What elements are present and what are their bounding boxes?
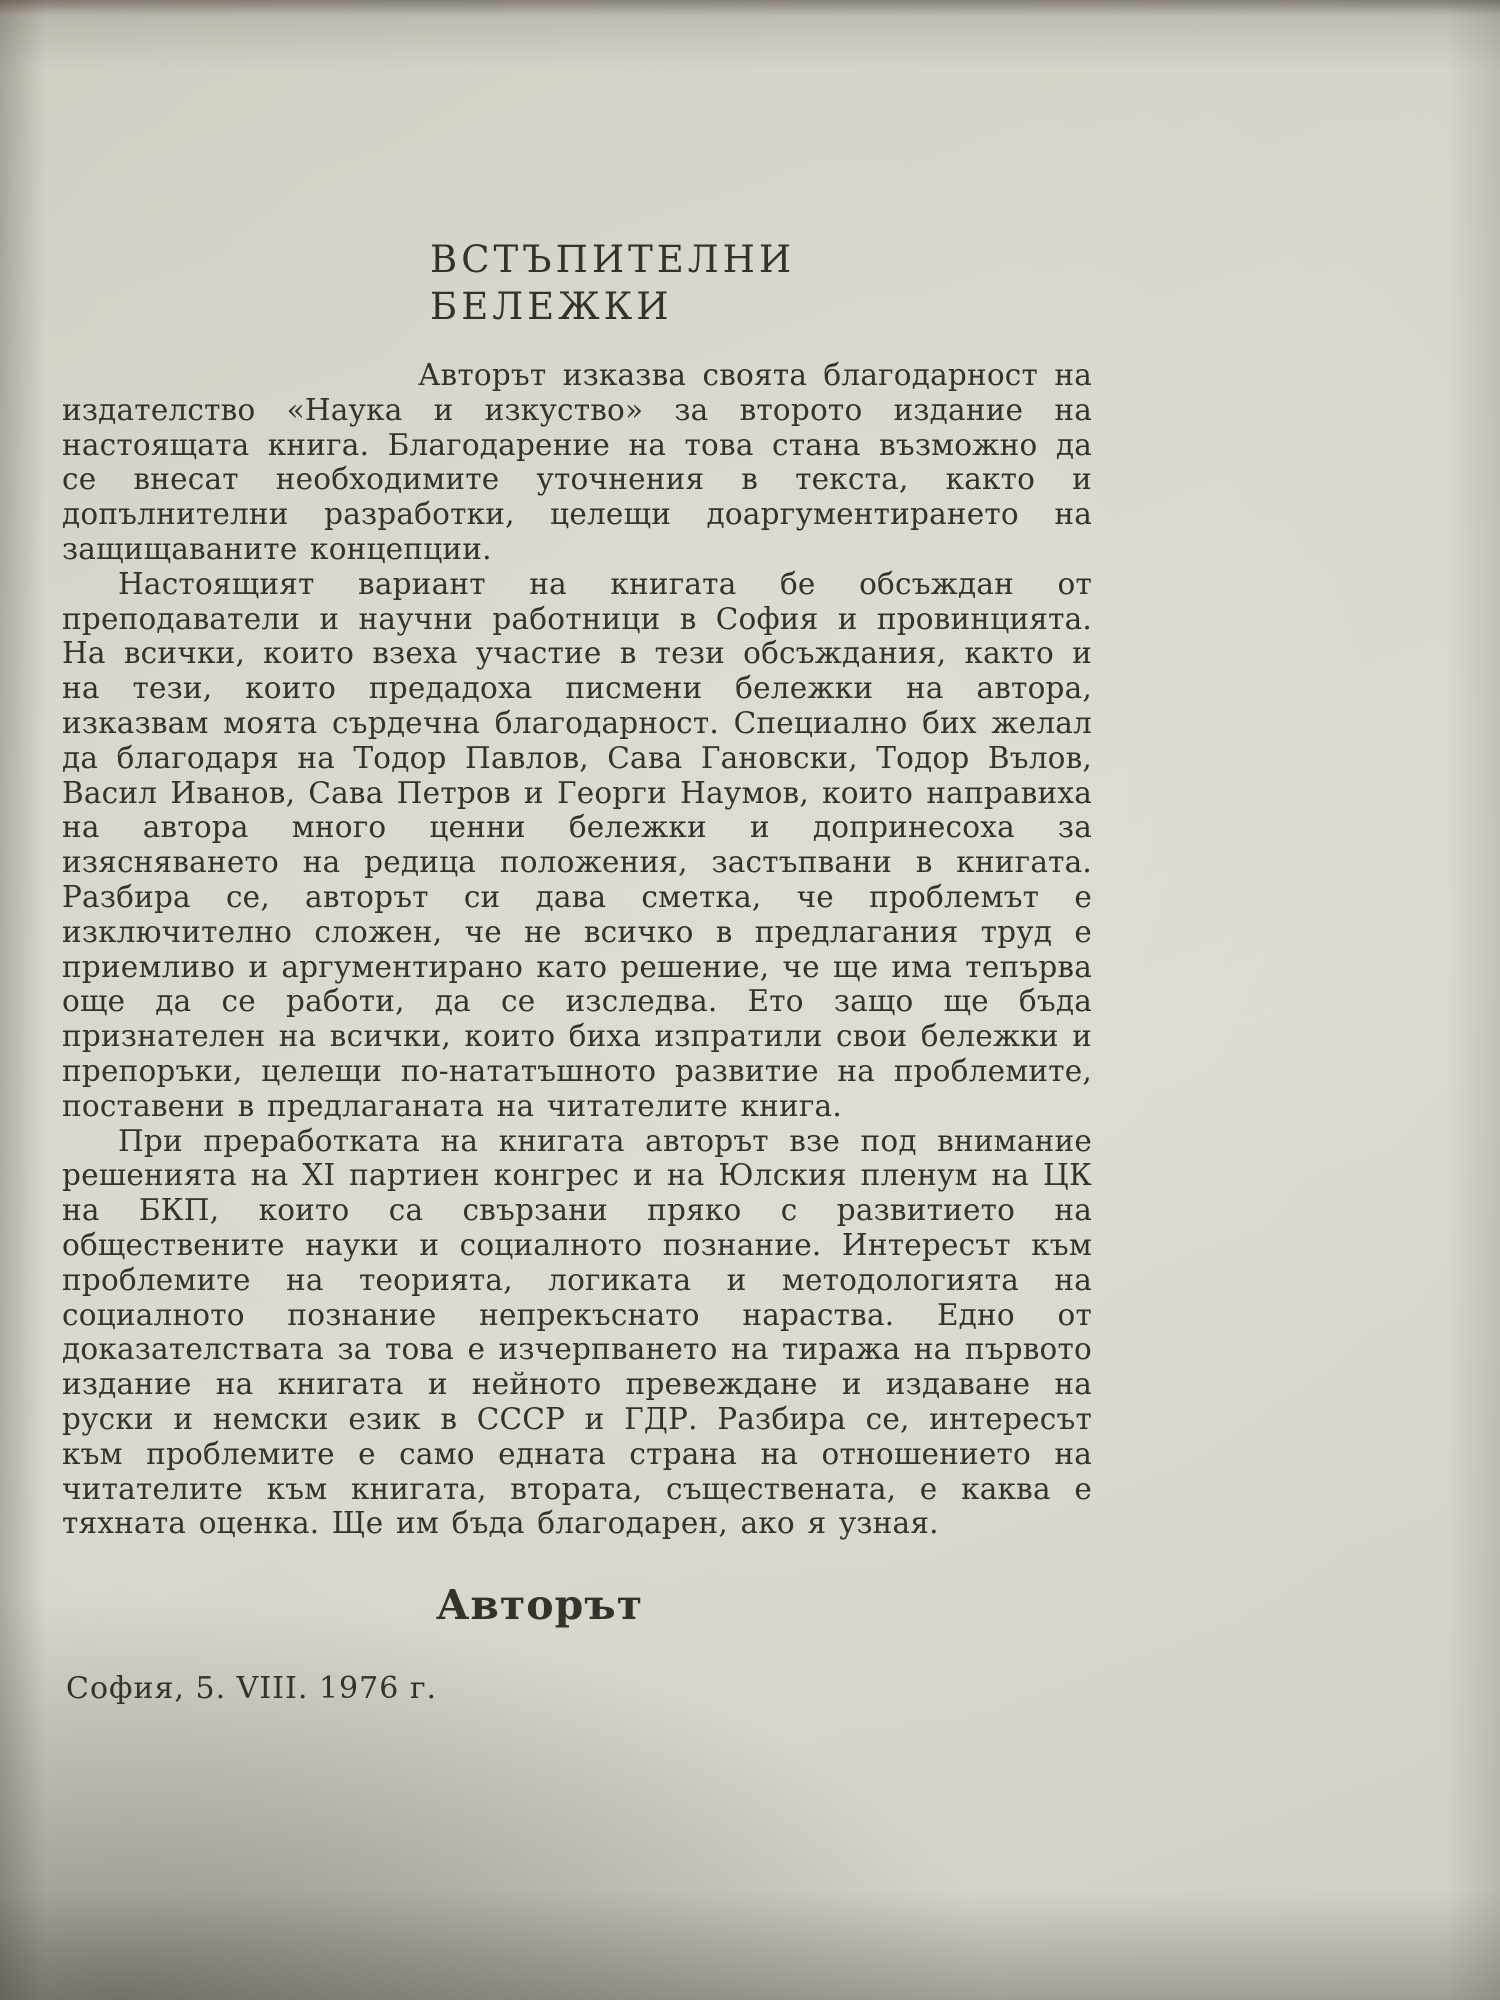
chapter-title <box>430 236 1092 330</box>
paragraph: Авторът изказва своята благодарност на издателство «Наука и изкуство» за второто издание на настоящата книга. Благодарение на това стана възможно да се внесат необходимите уточнения в текста, както и допълнителни разработки, целещи доаргументирането на защищаваните концепции. <box>62 358 1092 566</box>
chapter-title-line-2: БЕЛЕЖКИ <box>430 285 673 328</box>
dateline: София, 5. VIII. 1976 г. <box>66 1671 438 1707</box>
paragraph: При преработката на книгата авторът взе под внимание решенията на XI партиен конгрес и на Юлския пленум на ЦК на БКП, които са свързани пряко с развитието на обществените науки и социалното познание. Интересът към проблемите на теорията, логиката и методологията на социалното познание непрекъснато нараства. Едно от доказателствата за това е изчерпването на тиража на първото издание на книгата и нейното превеждане и издаване на руски и немски език в СССР и ГДР. Разбира се, интересът към проблемите е само едната страна на отношението на читателите към книгата, втората, съществената, е каква е тяхната оценка. Ще им бъда благодарен, ако я узная. <box>62 1123 1092 1541</box>
paragraph: Настоящият вариант на книгата бе обсъждан от преподаватели и научни работници в София и провинцията. На всички, които взеха участие в тези обсъждания, както и на тези, които предадоха писмени бележки на автора, изказвам моята сърдечна благодарност. Специално бих желал да благодаря на Тодор Павлов, Сава Гановски, Тодор Вълов, Васил Иванов, Сава Петров и Георги Наумов, които направиха на автора много ценни бележки и допринесоха за изясняването на редица положения, застъпвани в книгата. Разбира се, авторът си дава сметка, че проблемът е изключително сложен, че не всичко в предлагания труд е приемливо и аргументирано като решение, че ще има тепърва още да се работи, да се изследва. Ето защо ще бъда признателен на всички, които биха изпратили свои бележки и препоръки, целещи по-нататъшното развитие на проблемите, поставени в предлаганата на читателите книга. <box>62 566 1092 1123</box>
author-signature: Авторът <box>436 1581 644 1630</box>
body-text <box>62 358 1092 1541</box>
chapter-title-line-1: ВСТЪПИТЕЛНИ <box>430 238 796 281</box>
page-content <box>62 236 1092 1706</box>
